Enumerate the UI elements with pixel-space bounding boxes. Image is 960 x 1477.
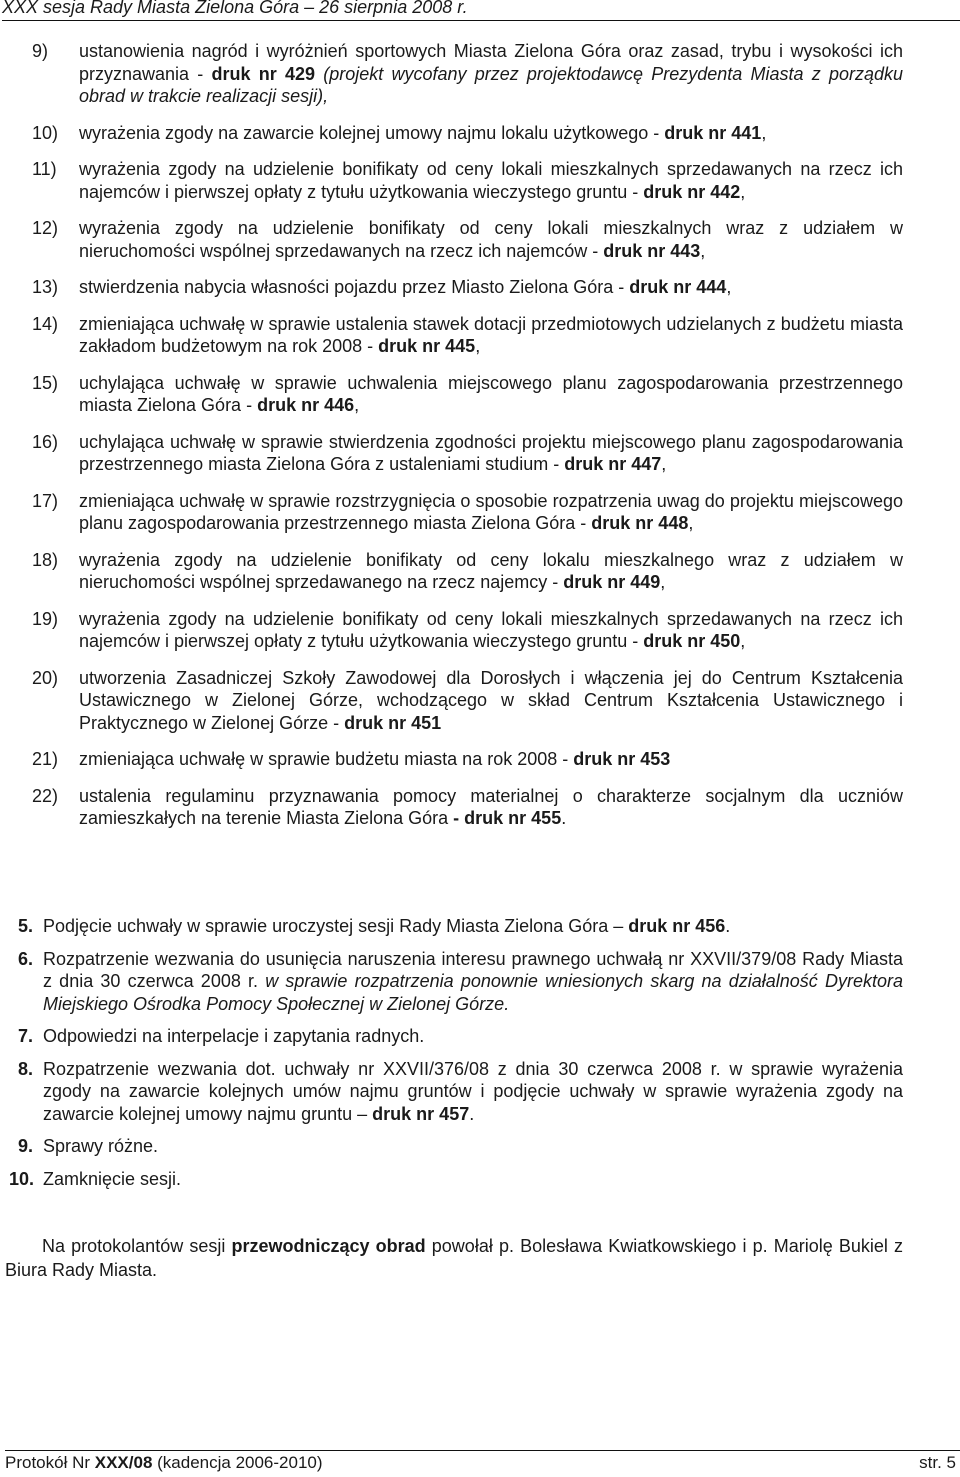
closing-paragraph <box>5 1234 903 1282</box>
item-text-end: , <box>688 513 694 533</box>
section-note: w sprawie rozpatrzenia ponownie wniesionych skarg na działalność Dyrektora Miejskiego Ośrodka Pomocy Społecznej w Zielonej Górze. <box>43 971 903 1014</box>
section-text: Odpowiedzi na interpelacje i zapytania radnych. <box>43 1026 425 1046</box>
item-druk-number: druk nr 446 <box>257 395 355 415</box>
section-text: Podjęcie uchwały w sprawie uroczystej sesji Rady Miasta Zielona Góra – <box>43 916 629 936</box>
item-text: zmieniająca uchwałę w sprawie budżetu miasta na rok 2008 - <box>79 749 574 769</box>
item-number: 10) <box>32 122 59 143</box>
item-text: uchylająca uchwałę w sprawie uchwalenia miejscowego planu zagospodarowania przestrzennego miasta Zielona Góra - <box>79 372 903 415</box>
agenda-item <box>0 549 960 594</box>
agenda-item <box>0 158 960 203</box>
item-number: 14) <box>32 313 59 334</box>
agenda-item <box>0 608 960 653</box>
item-text-end: , <box>475 336 481 356</box>
section-number: 10. <box>9 1168 35 1189</box>
item-number: 16) <box>32 431 59 452</box>
agenda-item <box>0 667 960 735</box>
item-text: wyrażenia zgody na zawarcie kolejnej umowy najmu lokalu użytkowego - <box>79 122 665 143</box>
page-number: str. 5 <box>919 1453 956 1472</box>
item-druk-number: druk nr 429 <box>211 63 315 84</box>
agenda-section <box>0 1168 960 1191</box>
item-text: wyrażenia zgody na udzielenie bonifikaty od ceny lokali mieszkalnych sprzedawanych na rzecz ich najemców i pierwszej opłaty z tytułu użytkowania wieczystego gruntu - <box>79 159 903 202</box>
agenda-item <box>0 372 960 417</box>
item-text: ustanowienia nagród i wyróżnień sportowych Miasta Zielona Góra oraz zasad, trybu i wysokości ich przyznawania - <box>79 41 903 84</box>
item-druk-number: - druk nr 455 <box>453 808 562 828</box>
item-druk-number: druk nr 442 <box>643 181 741 202</box>
item-druk-number: druk nr 451 <box>344 712 442 733</box>
item-text-end: , <box>761 122 767 143</box>
item-number: 19) <box>32 608 59 629</box>
item-text-end: , <box>700 240 706 261</box>
page-header-title: XXX sesja Rady Miasta Zielona Góra – 26 sierpnia 2008 r. <box>2 0 468 17</box>
section-druk-number: druk nr 457 <box>372 1103 470 1124</box>
section-text: Rozpatrzenie wezwania dot. uchwały nr XXVII/376/08 z dnia 30 czerwca 2008 r. w sprawie wyrażenia zgody na zawarcie kolejnych umów najmu gruntów i podjęcie uchwały w sprawie wyrażenia zgody na zawarcie kolejnej umowy najmu gruntu – <box>43 1058 903 1124</box>
section-number: 7. <box>18 1026 34 1046</box>
item-druk-number: druk nr 444 <box>629 277 727 297</box>
agenda-item <box>0 431 960 476</box>
section-druk-number: druk nr 456 <box>628 916 726 936</box>
item-text-end: , <box>354 395 360 415</box>
item-number: 11) <box>32 159 57 179</box>
item-number: 17) <box>32 490 59 511</box>
agenda-item <box>0 748 960 771</box>
item-text-end <box>315 64 323 84</box>
item-number: 15) <box>32 372 59 393</box>
item-number: 13) <box>32 277 59 297</box>
item-text: zmieniająca uchwałę w sprawie rozstrzygnięcia o sposobie rozpatrzenia uwag do projektu miejscowego planu zagospodarowania przestrzennego miasta Zielona Góra - <box>79 490 903 533</box>
item-text: zmieniająca uchwałę w sprawie ustalenia stawek dotacji przedmiotowych udzielanych z budżetu miasta zakładom budżetowym na rok 2008 - <box>79 313 903 356</box>
agenda-section <box>0 1058 960 1126</box>
item-text-end: , <box>660 572 666 592</box>
item-druk-number: druk nr 443 <box>603 240 701 261</box>
item-text-end: , <box>740 181 746 202</box>
agenda-item <box>0 40 960 108</box>
item-text: ustalenia regulaminu przyznawania pomocy materialnej o charakterze socjalnym dla uczniów zamieszkałych na terenie Miasta Zielona Góra <box>79 785 903 828</box>
closing-text-start: Na protokolantów sesji <box>42 1236 232 1256</box>
item-text-end: , <box>740 631 746 651</box>
item-druk-number: druk nr 450 <box>643 631 741 651</box>
agenda-items-list <box>0 40 960 844</box>
item-text-end: , <box>726 277 732 297</box>
footer-protocol-number <box>5 1453 323 1473</box>
closing-bold-text: przewodniczący obrad <box>231 1236 426 1256</box>
section-number: 8. <box>18 1058 34 1079</box>
item-number: 20) <box>32 667 59 688</box>
item-text: wyrażenia zgody na udzielenie bonifikaty od ceny lokali mieszkalnych wraz z udziałem w nieruchomości wspólnej sprzedawanych na rzecz ich najemców - <box>79 218 903 261</box>
closing-text-end: powołał p. Bolesława Kwiatkowskiego i p. Mariolę Bukiel z Biura Rady Miasta. <box>5 1236 904 1280</box>
footer-term: (kadencja 2006-2010) <box>152 1453 323 1472</box>
agenda-section <box>0 1025 960 1048</box>
section-number: 6. <box>18 948 34 969</box>
agenda-section <box>0 1135 960 1158</box>
item-text-end: , <box>661 454 667 474</box>
item-number: 12) <box>32 218 59 238</box>
agenda-item <box>0 785 960 830</box>
item-druk-number: druk nr 449 <box>563 572 661 592</box>
item-text: wyrażenia zgody na udzielenie bonifikaty od ceny lokali mieszkalnych sprzedawanych na rzecz ich najemców i pierwszej opłaty z tytułu użytkowania wieczystego gruntu - <box>79 608 903 651</box>
item-druk-number: druk nr 441 <box>664 122 762 143</box>
item-number: 21) <box>32 749 59 769</box>
item-druk-number: druk nr 453 <box>573 749 671 769</box>
agenda-item <box>0 217 960 262</box>
footer-number: XXX/08 <box>94 1453 153 1472</box>
agenda-item <box>0 490 960 535</box>
item-text: uchylająca uchwałę w sprawie stwierdzenia zgodności projektu miejscowego planu zagospodarowania przestrzennego miasta Zielona Góra z ustaleniami studium - <box>79 431 903 474</box>
item-number: 9) <box>32 41 49 61</box>
agenda-section <box>0 915 960 938</box>
footer-rule <box>5 1450 960 1451</box>
item-number: 22) <box>32 785 59 806</box>
item-text: stwierdzenia nabycia własności pojazdu przez Miasto Zielona Góra - <box>79 277 630 297</box>
item-note: (projekt wycofany przez projektodawcę Prezydenta Miasta z porządku obrad w trakcie realizacji sesji), <box>79 63 903 106</box>
section-text-end: . <box>725 916 731 936</box>
section-text: Rozpatrzenie wezwania do usunięcia naruszenia interesu prawnego uchwałą nr XXVII/379/08 Rady Miasta z dnia 30 czerwca 2008 r. <box>43 948 903 991</box>
section-number: 5. <box>18 916 34 936</box>
item-text: wyrażenia zgody na udzielenie bonifikaty od ceny lokalu mieszkalnego wraz z udziałem w nieruchomości wspólnej sprzedawanego na rzecz najemcy - <box>79 549 903 592</box>
agenda-sections-list <box>0 915 960 1200</box>
agenda-item <box>0 313 960 358</box>
section-text: Zamknięcie sesji. <box>43 1168 182 1189</box>
section-text: Sprawy różne. <box>43 1136 159 1156</box>
item-druk-number: druk nr 445 <box>378 336 476 356</box>
item-druk-number: druk nr 448 <box>591 513 689 533</box>
item-text-end: . <box>561 808 567 828</box>
section-text-end: . <box>469 1103 475 1124</box>
agenda-section <box>0 948 960 1016</box>
item-text: utworzenia Zasadniczej Szkoły Zawodowej dla Dorosłych i włączenia jej do Centrum Kształcenia Ustawicznego w Zielonej Górze, wchodzącego w skład Centrum Kształcenia Ustawicznego i Praktycznego w Zielonej Górze - <box>79 667 903 733</box>
header-rule <box>2 20 960 21</box>
agenda-item <box>0 276 960 299</box>
footer-prefix: Protokół Nr <box>5 1453 95 1472</box>
item-druk-number: druk nr 447 <box>564 454 662 474</box>
agenda-item <box>0 122 960 145</box>
item-number: 18) <box>32 549 59 570</box>
section-number: 9. <box>18 1136 34 1156</box>
